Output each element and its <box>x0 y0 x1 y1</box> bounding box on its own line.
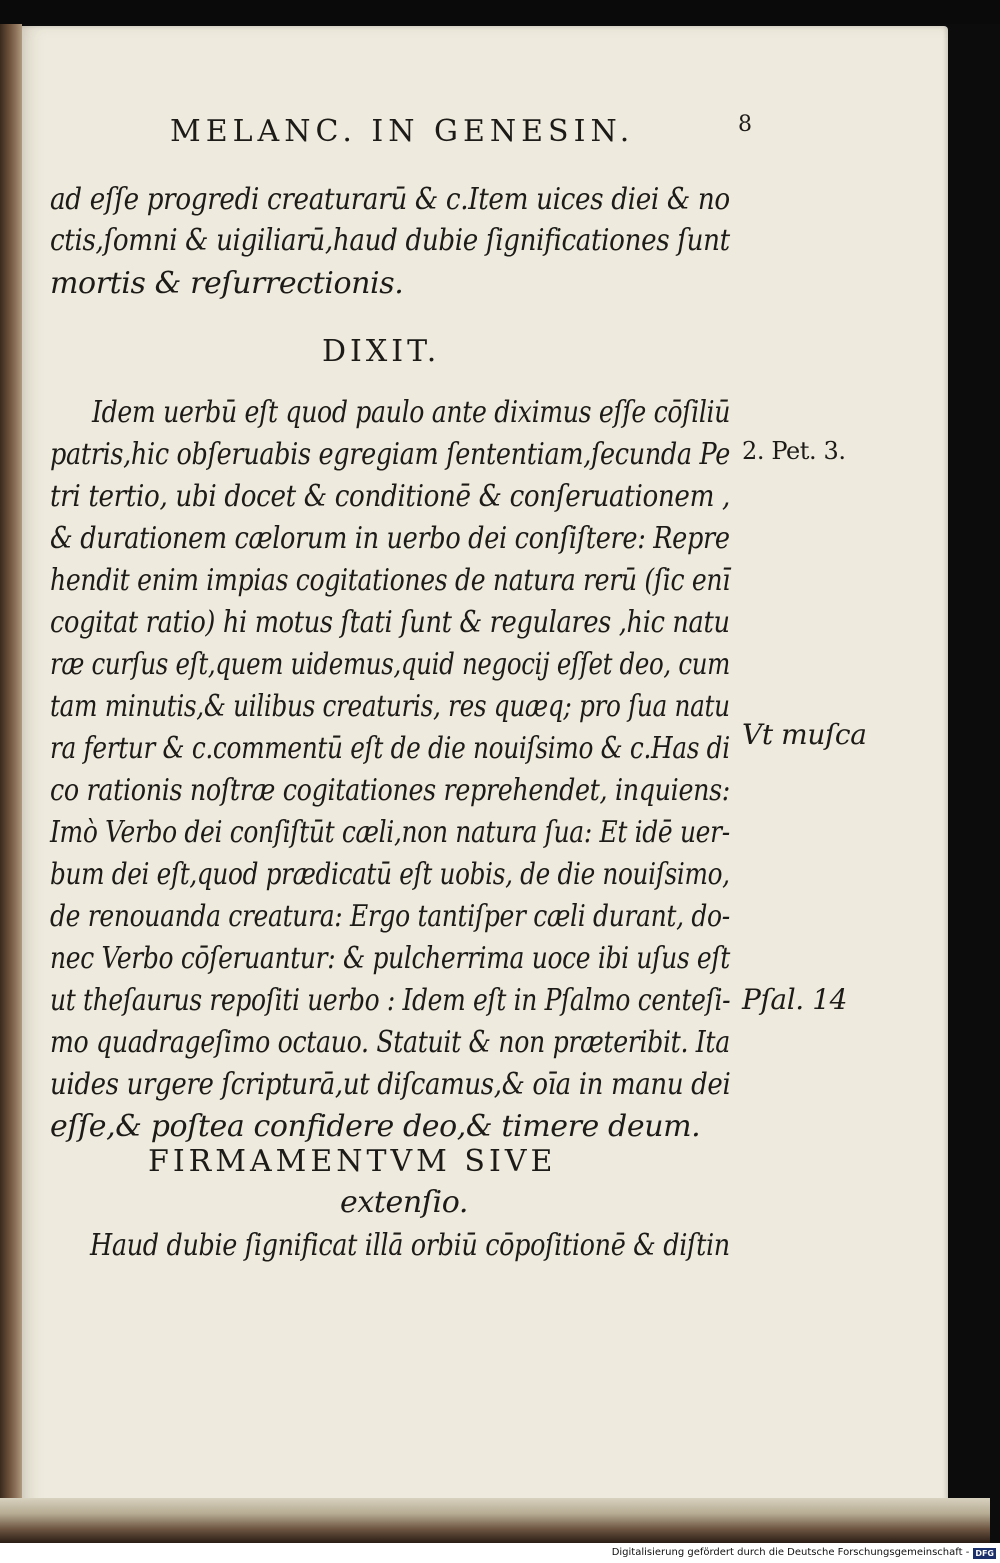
section-heading-firmamentum: FIRMAMENTVM SIVE <box>148 1144 557 1179</box>
text-line: Idem uerbū eſt quod paulo ante diximus eſſe cōſiliū <box>92 395 731 430</box>
text-line: co rationis noſtræ cogitationes reprehendet, inquiens: <box>50 773 731 808</box>
text-line: ad eſſe progredi creaturarū & c.Item uices diei & no <box>50 182 730 217</box>
text-line: ctis,ſomni & uigiliarū,haud dubie ſignificationes ſunt <box>50 223 730 258</box>
funding-credit <box>612 1546 996 1560</box>
text-line: & durationem cælorum in uerbo dei conſiſtere: Repre <box>50 521 730 556</box>
viewer-top-bar <box>0 0 1000 24</box>
section-subheading: extenſio. <box>340 1185 468 1220</box>
text-line: tam minutis,& uilibus creaturis, res quæq; pro ſua natu <box>50 689 730 724</box>
dfg-logo: DFG <box>975 1548 994 1558</box>
background-right <box>944 26 1000 1543</box>
book-bottom-edge <box>0 1498 990 1543</box>
text-line: nec Verbo cōſeruantur: & pulcherrima uoce ibi uſus eſt <box>50 941 730 976</box>
text-line: eſſe,& poſtea confidere deo,& timere deum. <box>50 1109 701 1144</box>
text-line: ut theſaurus repoſiti uerbo : Idem eſt in Pſalmo centeſi- <box>50 983 731 1018</box>
text-line: mo quadrageſimo octauo. Statuit & non præteribit. Ita <box>50 1025 730 1060</box>
folio-number: 8 <box>738 112 752 137</box>
margin-note: Pſal. 14 <box>742 983 848 1016</box>
running-head: MELANC. IN GENESIN. <box>170 114 635 149</box>
credit-text: Digitalisierung gefördert durch die Deutsche Forschungsgemeinschaft - <box>611 1547 970 1558</box>
text-line: Imò Verbo dei conſiſtūt cæli,non natura ſua: Et idē uer- <box>50 815 730 850</box>
margin-note: 2. Pet. 3. <box>742 437 846 465</box>
text-line: tri tertio, ubi docet & conditionē & conſeruationem , <box>50 479 731 514</box>
text-line: de renouanda creatura: Ergo tantiſper cæli durant, do- <box>50 899 730 934</box>
book-spine-edge <box>0 24 22 1543</box>
text-line: mortis & reſurrectionis. <box>50 266 404 301</box>
text-line: bum dei eſt,quod prædicatū eſt uobis, de die nouiſsimo, <box>50 857 730 892</box>
section-heading-dixit: DIXIT. <box>322 334 441 369</box>
text-line: cogitat ratio) hi motus ſtati ſunt & regulares ,hic natu <box>50 605 730 640</box>
text-line: hendit enim impias cogitationes de natura rerū (ſic enī <box>50 563 730 598</box>
text-line: Haud dubie ſignificat illā orbiū cōpoſitionē & diſtin <box>90 1228 730 1263</box>
text-line: uides urgere ſcripturā,ut diſcamus,& oīa in manu dei <box>50 1067 731 1102</box>
text-line: ra fertur & c.commentū eſt de die nouiſsimo & c.Has di <box>50 731 730 766</box>
text-line: ræ curſus eſt,quem uidemus,quid negocij eſſet deo, cum <box>50 647 730 682</box>
margin-note: Vt muſca <box>742 718 867 751</box>
text-line: patris,hic obſeruabis egregiam ſententiam,ſecunda Pe <box>50 437 730 472</box>
